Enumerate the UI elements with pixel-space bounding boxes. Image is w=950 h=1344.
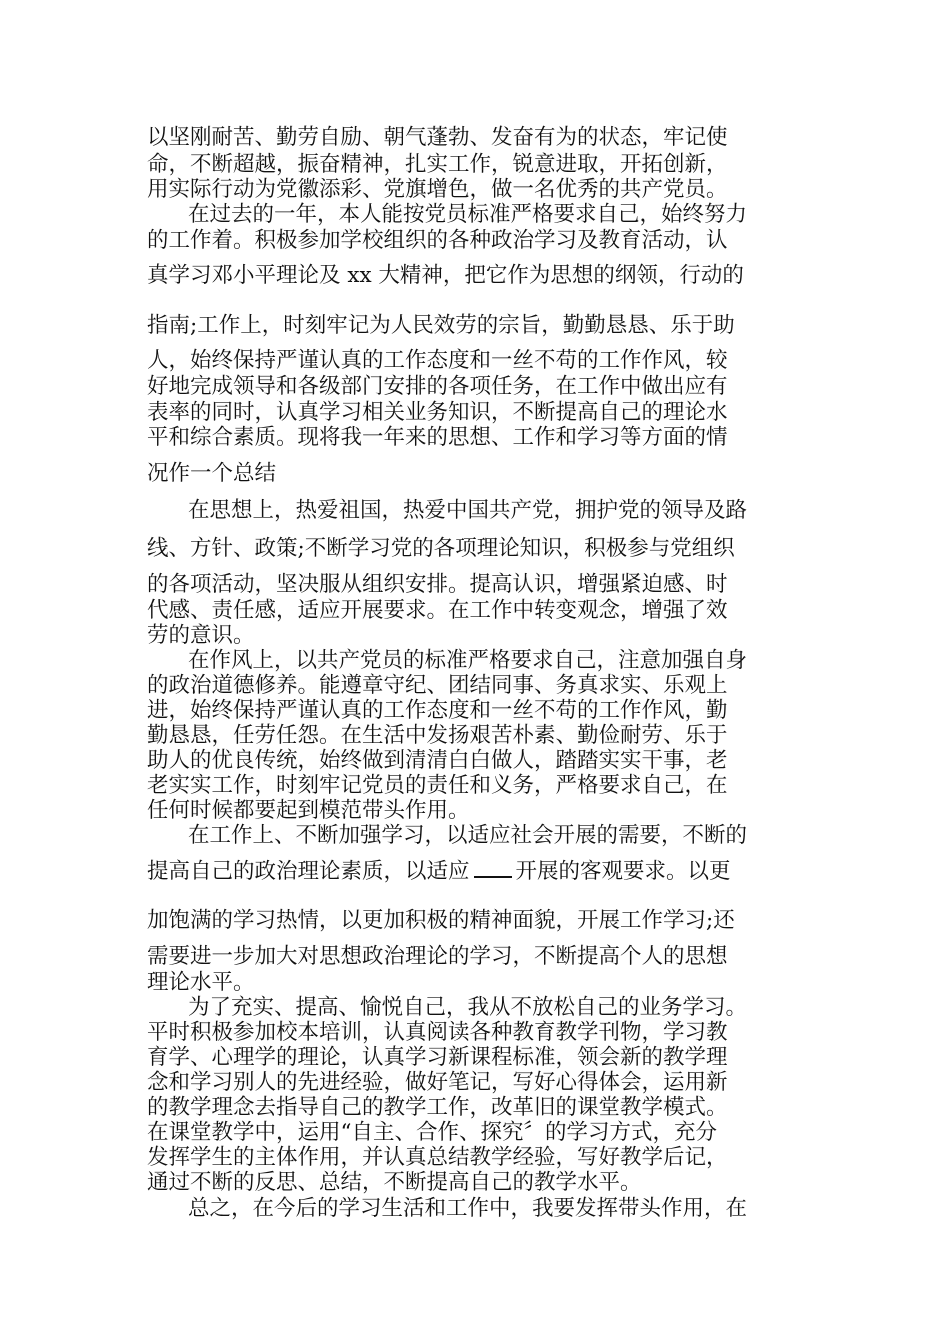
text-line: 育学、心理学的理论，认真学习新课程标准，领会新的教学理	[147, 1045, 728, 1070]
text-line: 为了充实、提高、愉悦自己，我从不放松自己的业务学习。	[188, 995, 748, 1020]
text-segment: 提高自己的政治理论素质，以适应	[147, 859, 470, 884]
text-line: 平和综合素质。现将我一年来的思想、工作和学习等方面的情	[147, 425, 728, 450]
text-line: 劳的意识。	[147, 623, 255, 648]
text-line: 在思想上，热爱祖国，热爱中国共产党，拥护党的领导及路	[188, 498, 748, 523]
text-line: 指南;工作上，时刻牢记为人民效劳的宗旨，勤勤恳恳、乐于助	[147, 313, 735, 338]
text-line: 线、方针、政策;不断学习党的各项理论知识，积极参与党组织	[147, 536, 735, 561]
text-line: 发挥学生的主体作用，并认真总结教学经验，写好教学后记，	[147, 1145, 728, 1170]
text-line: 总之，在今后的学习生活和工作中，我要发挥带头作用，在	[188, 1196, 748, 1221]
text-line: 老实实工作，时刻牢记党员的责任和义务，严格要求自己，在	[147, 773, 728, 798]
text-line: 好地完成领导和各级部门安排的各项任务，在工作中做出应有	[147, 374, 728, 399]
text-line: 真学习邓小平理论及 xx 大精神，把它作为思想的纲领，行动的	[147, 263, 744, 288]
text-line: 的政治道德修养。能遵章守纪、团结同事、务真求实、乐观上	[147, 673, 728, 698]
text-line: 以坚刚耐苦、勤劳自励、朝气蓬勃、发奋有为的状态，牢记使	[147, 125, 728, 150]
text-line	[147, 858, 807, 885]
text-line: 用实际行动为党徽添彩、党旗增色，做一名优秀的共产党员。	[147, 177, 728, 202]
text-line: 表率的同时，认真学习相关业务知识，不断提高自己的理论水	[147, 400, 728, 425]
text-line: 理论水平。	[147, 970, 255, 995]
text-line: 况作一个总结	[147, 461, 277, 486]
text-line: 需要进一步加大对思想政治理论的学习，不断提高个人的思想	[147, 944, 728, 969]
text-segment: 开展的客观要求。以更	[515, 859, 731, 884]
text-line: 勤恳恳，任劳任怨。在生活中发扬艰苦朴素、勤俭耐劳、乐于	[147, 723, 728, 748]
text-line: 的教学理念去指导自己的教学工作，改革旧的课堂教学模式。	[147, 1095, 728, 1120]
text-line: 助人的优良传统，始终做到清清白白做人，踏踏实实干事，老	[147, 748, 728, 773]
text-line: 任何时候都要起到模范带头作用。	[147, 798, 470, 823]
fill-in-blank	[474, 858, 512, 878]
text-line: 在工作上、不断加强学习，以适应社会开展的需要，不断的	[188, 823, 748, 848]
text-line: 通过不断的反思、总结，不断提高自己的教学水平。	[147, 1170, 642, 1195]
text-line: 在课堂教学中，运用“自主、合作、探究〞的学习方式，充分	[147, 1120, 717, 1145]
text-line: 在过去的一年，本人能按党员标准严格要求自己，始终努力	[188, 202, 748, 227]
text-line: 的各项活动，坚决服从组织安排。提高认识，增强紧迫感、时	[147, 572, 728, 597]
text-line: 平时积极参加校本培训，认真阅读各种教育教学刊物，学习教	[147, 1020, 728, 1045]
text-line: 进，始终保持严谨认真的工作态度和一丝不苟的工作作风，勤	[147, 698, 728, 723]
text-line: 在作风上，以共产党员的标准严格要求自己，注意加强自身	[188, 648, 748, 673]
text-line: 命，不断超越，振奋精神，扎实工作，锐意进取，开拓创新，	[147, 152, 728, 177]
text-line: 代感、责任感，适应开展要求。在工作中转变观念，增强了效	[147, 598, 728, 623]
text-line: 念和学习别人的先进经验，做好笔记，写好心得体会，运用新	[147, 1070, 728, 1095]
text-line: 加饱满的学习热情，以更加积极的精神面貌，开展工作学习;还	[147, 908, 735, 933]
text-line: 的工作着。积极参加学校组织的各种政治学习及教育活动，认	[147, 228, 728, 253]
text-line: 人，始终保持严谨认真的工作态度和一丝不苟的工作作风，较	[147, 348, 728, 373]
